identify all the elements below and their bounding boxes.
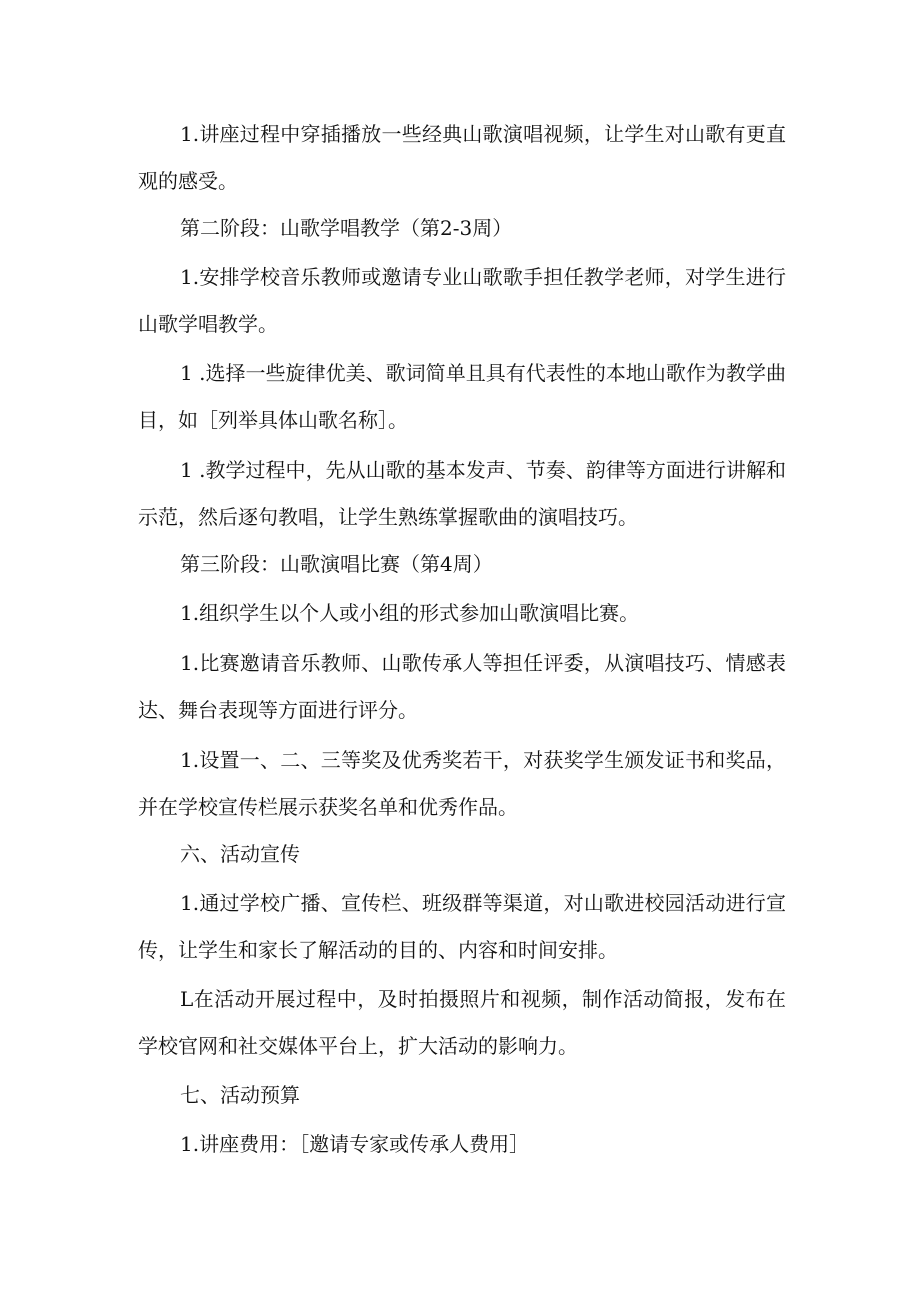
heading-stage-two: 第二阶段：山歌学唱教学（第2-3周） — [180, 216, 513, 240]
paragraph-photos-videos: L在活动开展过程中，及时拍摄照片和视频，制作活动简报，发布在学校官网和社交媒体平台上，扩大活动的影响力。 — [138, 987, 786, 1058]
paragraph-competition-organize: 1.组织学生以个人或小组的形式参加山歌演唱比赛。 — [180, 601, 640, 625]
paragraph-lecture-videos: 1.讲座过程中穿插播放一些经典山歌演唱视频，让学生对山歌有更直观的感受。 — [138, 122, 786, 193]
paragraph-song-selection: 1 .选择一些旋律优美、歌词简单且具有代表性的本地山歌作为教学曲目，如［列举具体山歌名称］。 — [138, 361, 786, 432]
heading-stage-three: 第三阶段：山歌演唱比赛（第4周） — [180, 552, 493, 576]
heading-publicity: 六、活动宣传 — [180, 842, 300, 866]
paragraph-publicity-channels: 1.通过学校广播、宣传栏、班级群等渠道，对山歌进校园活动进行宣传，让学生和家长了解活动的目的、内容和时间安排。 — [138, 891, 786, 962]
paragraph-awards: 1.设置一、二、三等奖及优秀奖若干，对获奖学生颁发证书和奖品，并在学校宣传栏展示获奖名单和优秀作品。 — [138, 748, 786, 819]
paragraph-lecture-fee: 1.讲座费用：［邀请专家或传承人费用］ — [180, 1132, 530, 1156]
paragraph-teachers: 1.安排学校音乐教师或邀请专业山歌歌手担任教学老师，对学生进行山歌学唱教学。 — [138, 265, 786, 336]
paragraph-teaching-process: 1 .教学过程中，先从山歌的基本发声、节奏、韵律等方面进行讲解和示范，然后逐句教唱，让学生熟练掌握歌曲的演唱技巧。 — [138, 458, 786, 529]
paragraph-judges: 1.比赛邀请音乐教师、山歌传承人等担任评委，从演唱技巧、情感表达、舞台表现等方面进行评分。 — [138, 651, 786, 722]
heading-budget: 七、活动预算 — [180, 1083, 300, 1107]
